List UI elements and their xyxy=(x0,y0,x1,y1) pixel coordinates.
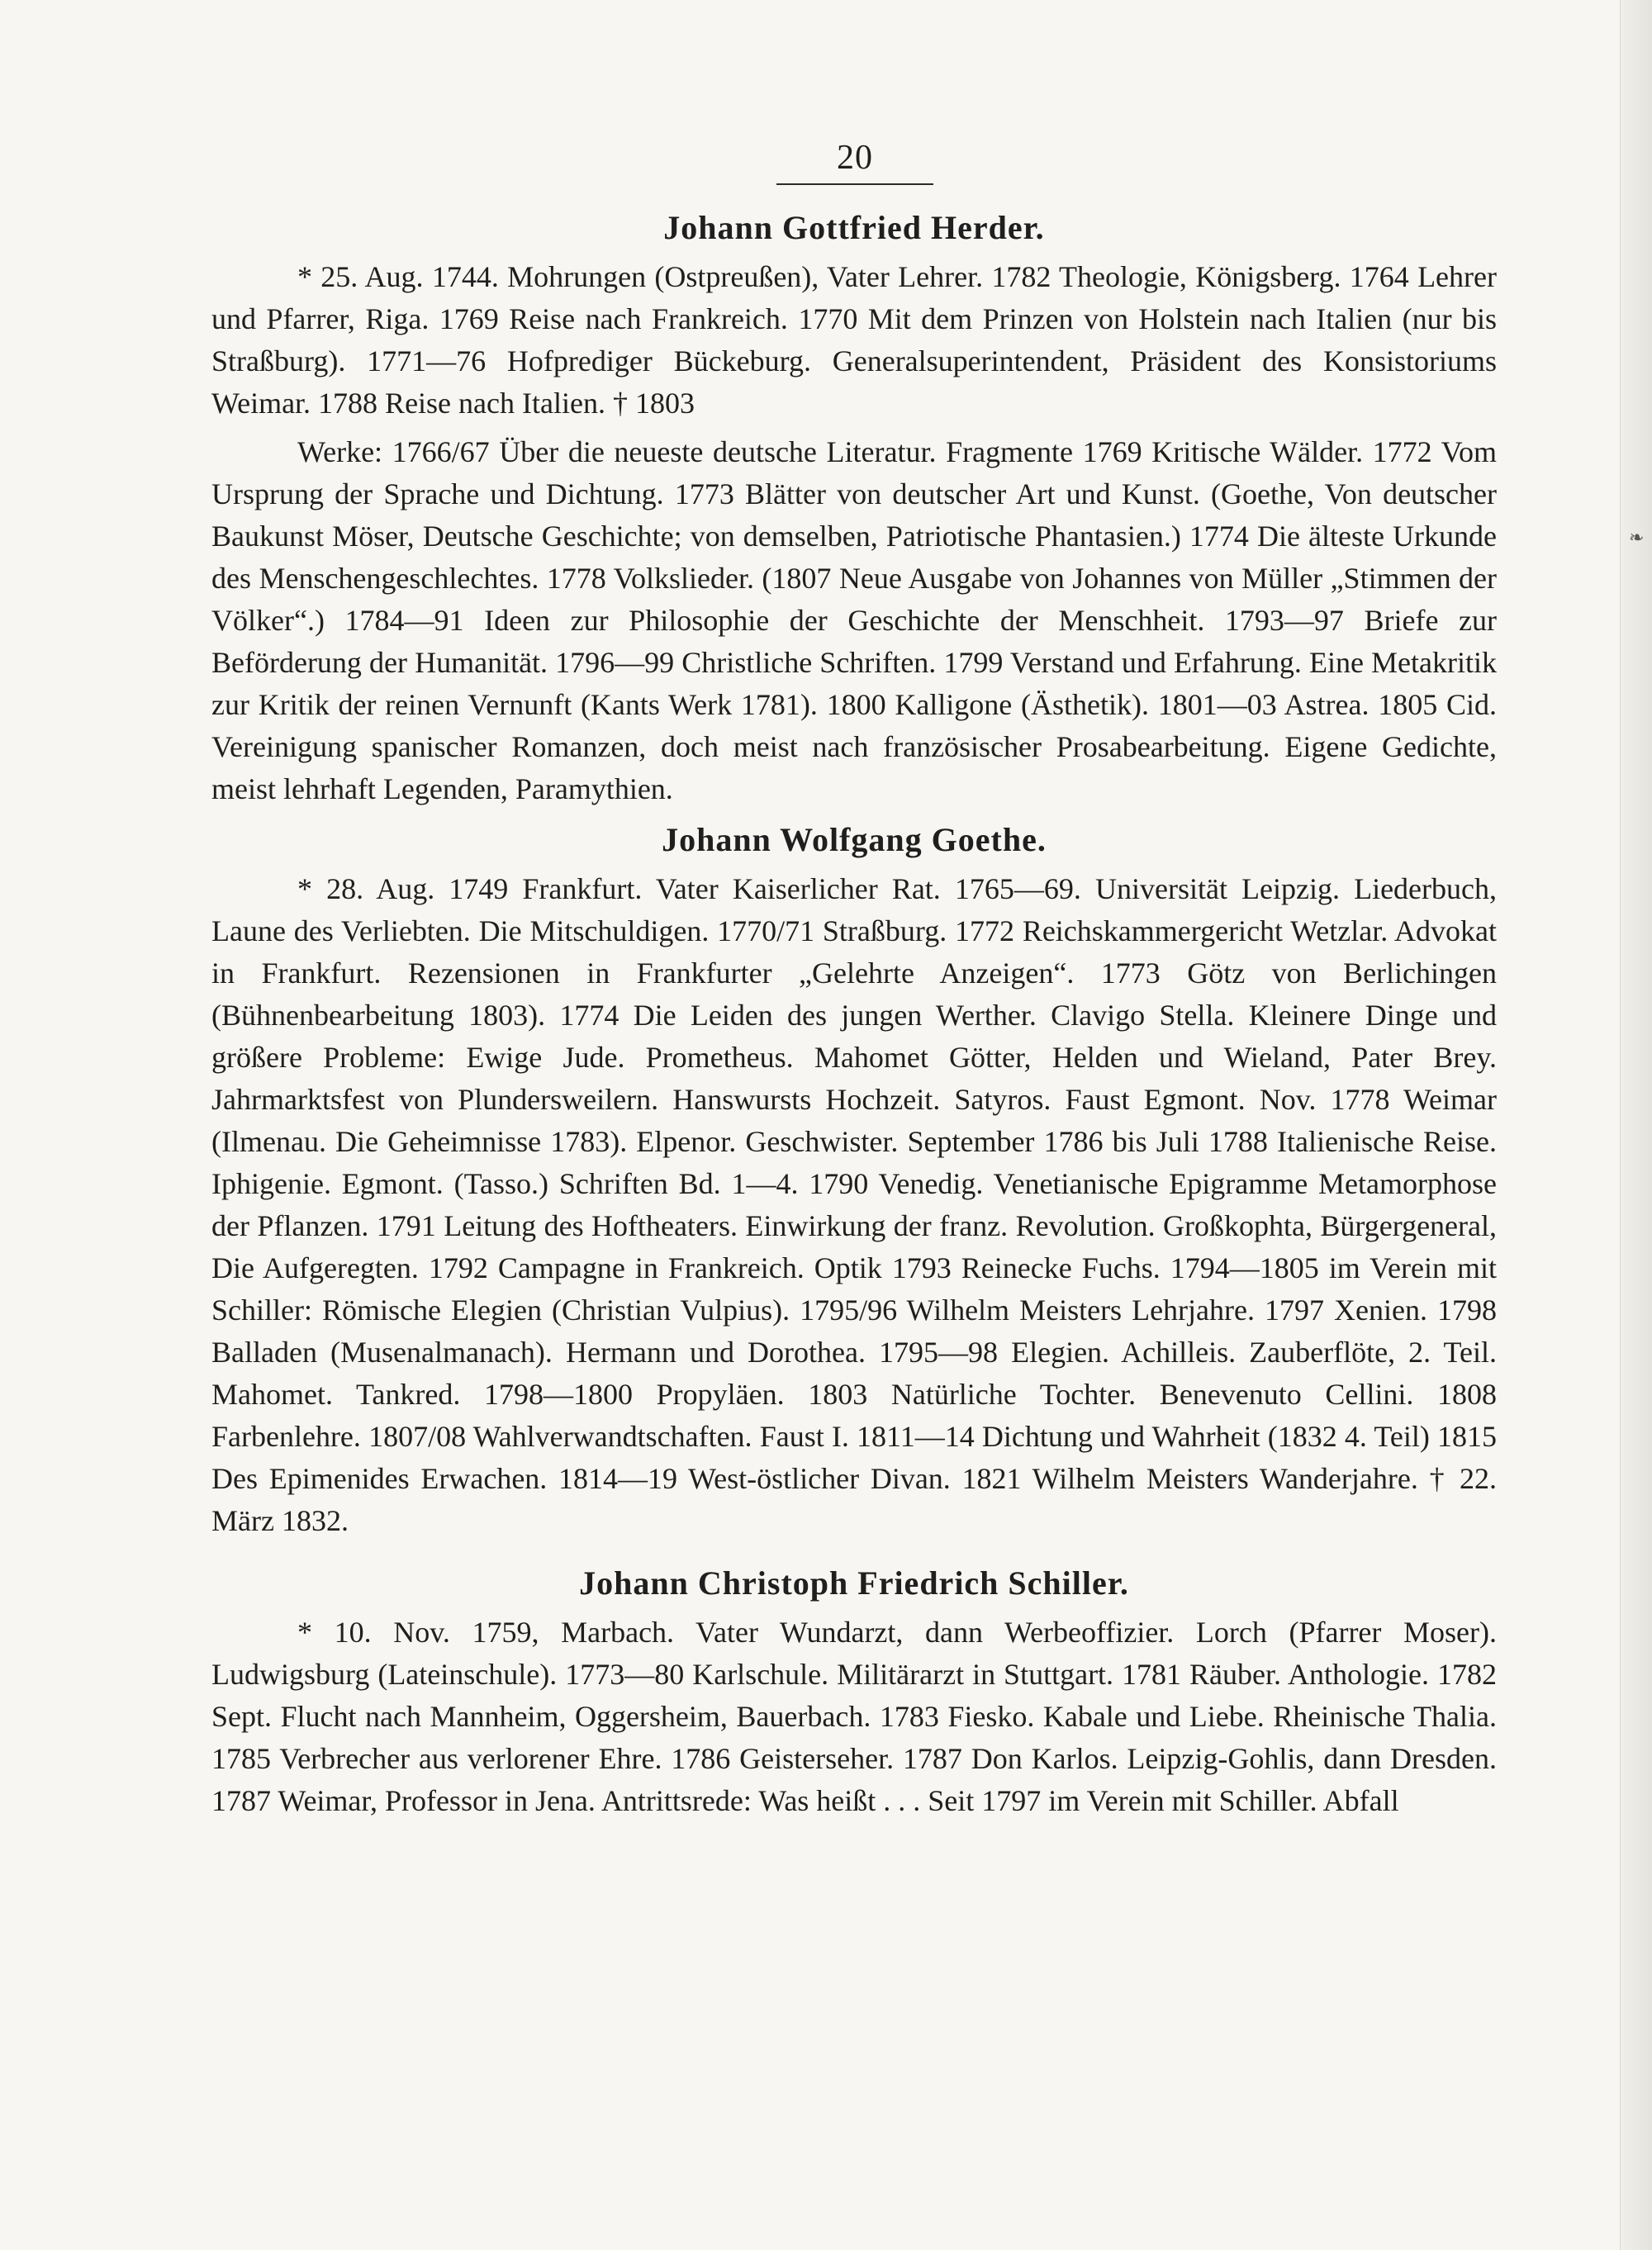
herder-works-paragraph: Werke: 1766/67 Über die neueste deutsche Literatur. Fragmente 1769 Kritische Wälder. 1772 Vom Ursprung der Sprache und Dichtung. 1773 Blätter von deutscher Art und Kunst. (Goethe, Von deutscher Baukunst Möser, Deutsche Geschichte; von demselben, Patriotische Phantasien.) 1774 Die älteste Urkunde des Menschengeschlechtes. 1778 Volkslieder. (1807 Neue Ausgabe von Johannes von Müller „Stimmen der Völker“.) 1784—91 Ideen zur Philosophie der Geschichte der Menschheit. 1793—97 Briefe zur Beförderung der Humanität. 1796—99 Christliche Schriften. 1799 Verstand und Erfahrung. Eine Metakritik zur Kritik der reinen Vernunft (Kants Werk 1781). 1800 Kalligone (Ästhetik). 1801—03 Astrea. 1805 Cid. Vereinigung spanischer Romanzen, doch meist nach französischer Prosabearbeitung. Eigene Gedichte, meist lehrhaft Legenden, Paramythien. xyxy=(211,435,1497,805)
section-spacer xyxy=(211,1549,1497,1564)
section-goethe xyxy=(211,820,1497,1542)
page-number: 20 xyxy=(837,139,873,177)
section-schiller xyxy=(211,1564,1497,1822)
margin-mark: ❧ xyxy=(1629,527,1645,548)
text-column xyxy=(211,208,1497,1829)
page-number-block xyxy=(776,140,933,185)
section-title-schiller: Johann Christoph Friedrich Schiller. xyxy=(579,1564,1129,1602)
page-number-rule xyxy=(776,183,933,185)
page-edge-shadow xyxy=(1620,0,1652,2250)
section-herder xyxy=(211,208,1497,810)
section-title-herder: Johann Gottfried Herder. xyxy=(663,209,1045,246)
goethe-biography-paragraph: * 28. Aug. 1749 Frankfurt. Vater Kaiserlicher Rat. 1765—69. Universität Leipzig. Liederbuch, Laune des Verliebten. Die Mitschuldigen. 1770/71 Straßburg. 1772 Reichskammergericht Wetzlar. Advokat in Frankfurt. Rezensionen in Frankfurter „Gelehrte Anzeigen“. 1773 Götz von Berlichingen (Bühnenbearbeitung 1803). 1774 Die Leiden des jungen Werther. Clavigo Stella. Kleinere Dinge und größere Probleme: Ewige Jude. Prometheus. Mahomet Götter, Helden und Wieland, Pater Brey. Jahrmarktsfest von Plundersweilern. Hanswursts Hochzeit. Satyros. Faust Egmont. Nov. 1778 Weimar (Ilmenau. Die Geheimnisse 1783). Elpenor. Geschwister. September 1786 bis Juli 1788 Italienische Reise. Iphigenie. Egmont. (Tasso.) Schriften Bd. 1—4. 1790 Venedig. Venetianische Epigramme Metamorphose der Pflanzen. 1791 Leitung des Hoftheaters. Einwirkung der franz. Revolution. Großkophta, Bürgergeneral, Die Aufgeregten. 1792 Campagne in Frankreich. Optik 1793 Reinecke Fuchs. 1794—1805 im Verein mit Schiller: Römische Elegien (Christian Vulpius). 1795/96 Wilhelm Meisters Lehrjahre. 1797 Xenien. 1798 Balladen (Musenalmanach). Hermann und Dorothea. 1795—98 Elegien. Achilleis. Zauberflöte, 2. Teil. Mahomet. Tankred. 1798—1800 Propyläen. 1803 Natürliche Tochter. Benevenuto Cellini. 1808 Farbenlehre. 1807/08 Wahlverwandtschaften. Faust I. 1811—14 Dichtung und Wahrheit (1832 4. Teil) 1815 Des Epimenides Erwachen. 1814—19 West-östlicher Divan. 1821 Wilhelm Meisters Wanderjahre. † 22. März 1832. xyxy=(211,872,1497,1537)
section-title-goethe: Johann Wolfgang Goethe. xyxy=(662,821,1047,858)
herder-biography-paragraph: * 25. Aug. 1744. Mohrungen (Ostpreußen), Vater Lehrer. 1782 Theologie, Königsberg. 1764 Lehrer und Pfarrer, Riga. 1769 Reise nach Frankreich. 1770 Mit dem Prinzen von Holstein nach Italien (nur bis Straßburg). 1771—76 Hofprediger Bückeburg. Generalsuperintendent, Präsident des Konsistoriums Weimar. 1788 Reise nach Italien. † 1803 xyxy=(211,260,1497,420)
schiller-biography-paragraph: * 10. Nov. 1759, Marbach. Vater Wundarzt, dann Werbeoffizier. Lorch (Pfarrer Moser). Ludwigsburg (Lateinschule). 1773—80 Karlschule. Militärarzt in Stuttgart. 1781 Räuber. Anthologie. 1782 Sept. Flucht nach Mannheim, Oggersheim, Bauerbach. 1783 Fiesko. Kabale und Liebe. Rheinische Thalia. 1785 Verbrecher aus verlorener Ehre. 1786 Geisterseher. 1787 Don Karlos. Leipzig-Gohlis, dann Dresden. 1787 Weimar, Professor in Jena. Antrittsrede: Was heißt . . . Seit 1797 im Verein mit Schiller. Abfall xyxy=(211,1616,1497,1817)
